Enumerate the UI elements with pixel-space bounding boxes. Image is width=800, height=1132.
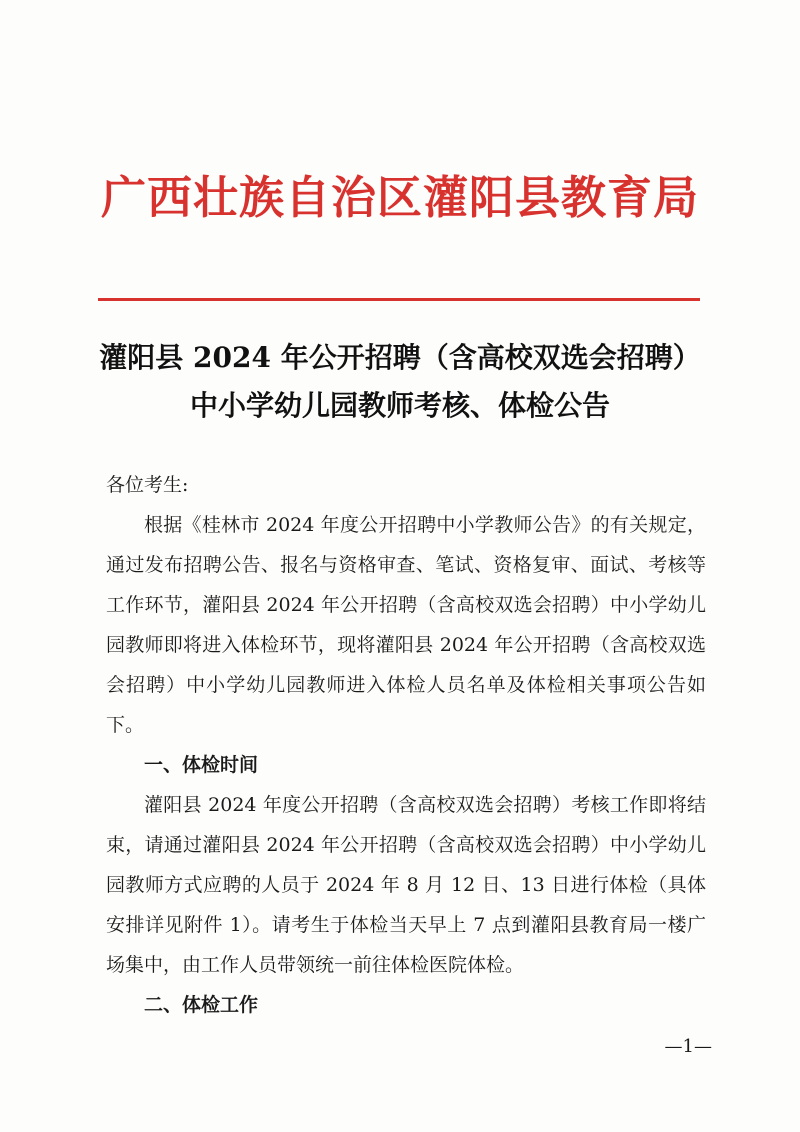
title-line-1: 灌阳县 2024 年公开招聘（含高校双选会招聘）: [99, 341, 701, 374]
section-heading-exam-time: 一、体检时间: [144, 754, 259, 776]
section-paragraph-exam-time: 灌阳县 2024 年度公开招聘（含高校双选会招聘）考核工作即将结束，请通过灌阳县 2024 年公开招聘（含高校双选会招聘）中小学幼儿园教师方式应聘的人员于 2024 年 8 月 12 日、13 日进行体检（具体安排详见附件 1）。请考生于体检当天早上 7 点到灌阳县教育局一楼广场集中，由工作人员带领统一前往体检医院体检。: [106, 794, 706, 976]
red-divider-line: [98, 298, 700, 301]
document-body: [106, 465, 706, 1025]
intro-paragraph: 根据《桂林市 2024 年度公开招聘中小学教师公告》的有关规定，通过发布招聘公告、报名与资格审查、笔试、资格复审、面试、考核等工作环节，灌阳县 2024 年公开招聘（含高校双选会招聘）中小学幼儿园教师即将进入体检环节，现将灌阳县 2024 年公开招聘（含高校双选会招聘）中小学幼儿园教师进入体检人员名单及体检相关事项公告如下。: [106, 514, 706, 736]
document-title: [0, 334, 800, 430]
salutation: 各位考生:: [106, 474, 189, 496]
section-heading-exam-work: 二、体检工作: [144, 994, 259, 1016]
organization-header: 广西壮族自治区灌阳县教育局: [100, 171, 699, 224]
page-number: —1—: [664, 1036, 712, 1057]
title-line-2: 中小学幼儿园教师考核、体检公告: [189, 389, 610, 422]
